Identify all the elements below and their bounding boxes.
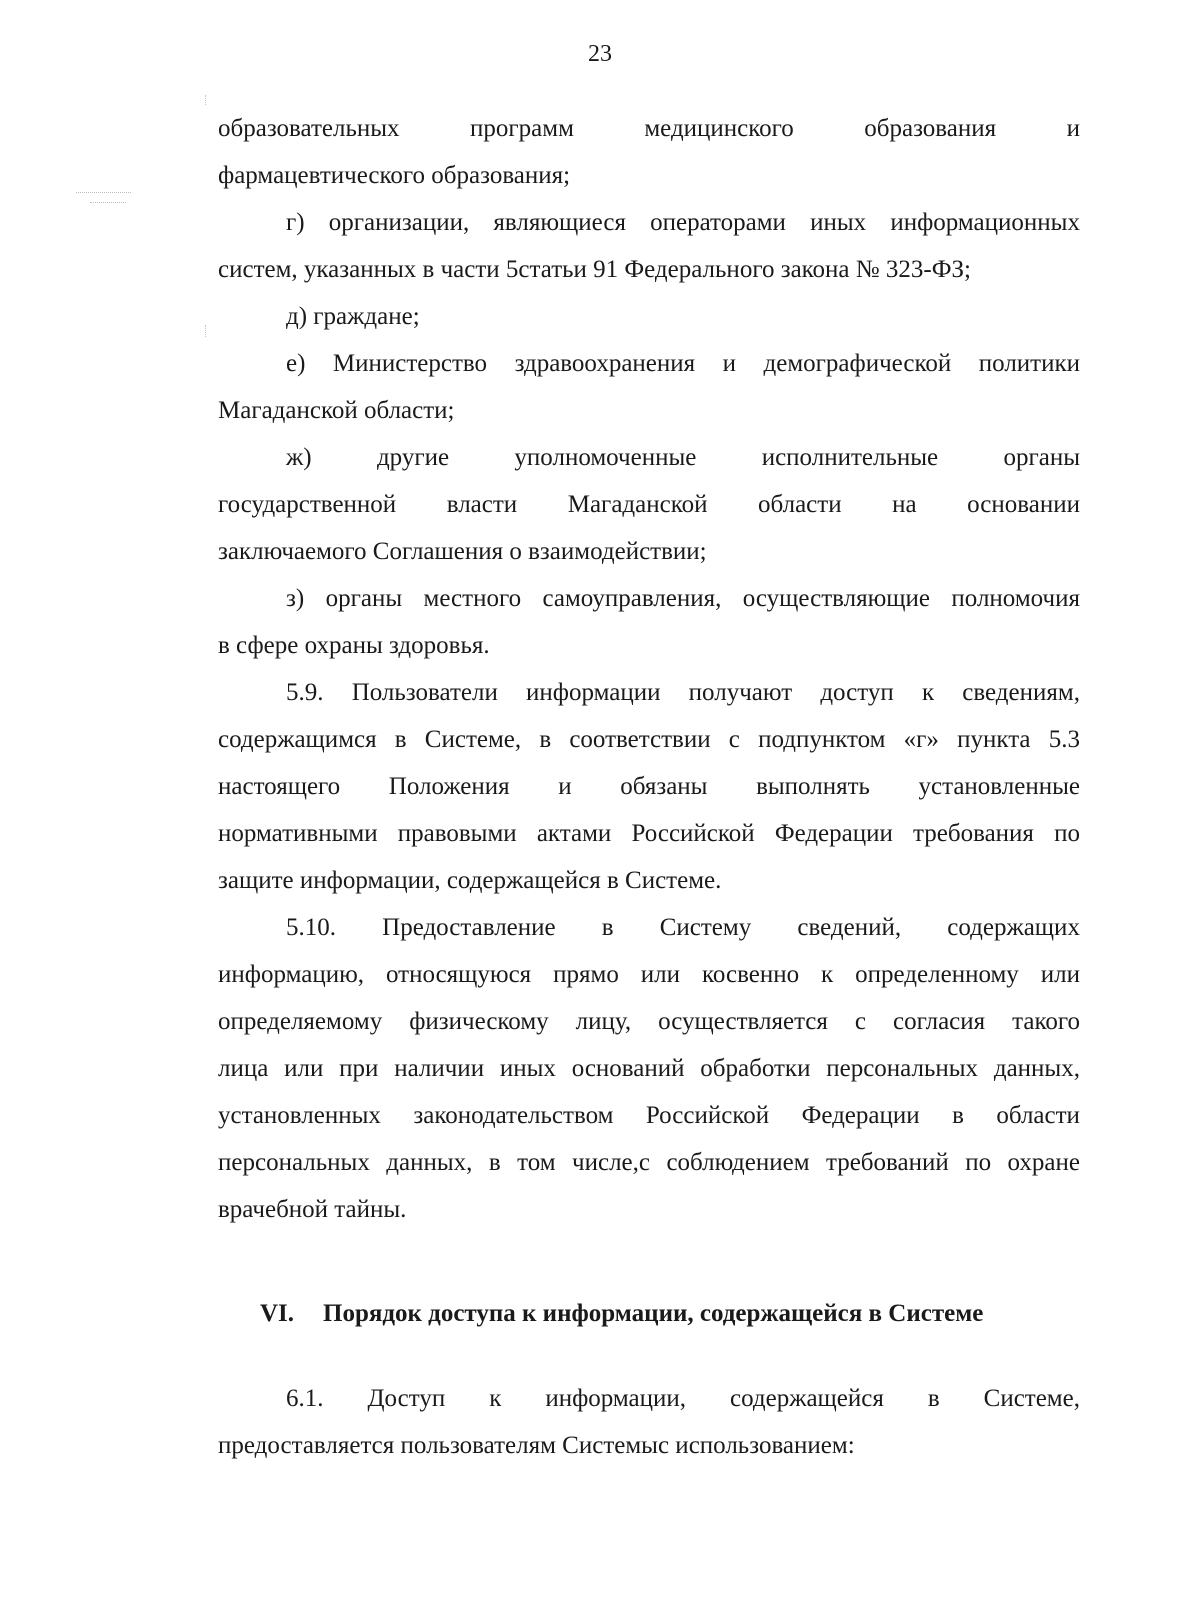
word: оснований	[571, 1055, 685, 1082]
word: числе,с	[572, 1149, 650, 1176]
word: полномочия	[951, 585, 1080, 612]
word: относящуюся	[385, 961, 532, 988]
paragraph-5-9	[218, 669, 1080, 904]
word: исполнительные	[761, 444, 939, 471]
word: образования	[864, 115, 997, 142]
word: и	[1066, 115, 1080, 142]
word: установленных	[218, 1102, 381, 1129]
word: настоящего	[218, 773, 341, 800]
text-line	[218, 669, 1080, 716]
word: получают	[688, 679, 793, 706]
paragraph-continuation	[218, 105, 1080, 199]
word: Министерство	[332, 350, 488, 377]
text-line: заключаемого Соглашения о взаимодействии;	[218, 538, 707, 565]
word: осуществляющие	[742, 585, 931, 612]
word: персональных	[218, 1149, 370, 1176]
paragraph-item-e	[218, 340, 1080, 434]
word: к	[821, 961, 834, 988]
scan-artifact	[90, 202, 126, 204]
word: соблюдением	[666, 1149, 810, 1176]
word: том	[517, 1149, 556, 1176]
word: обработки	[700, 1055, 811, 1082]
word: информации	[526, 679, 661, 706]
word: установленные	[918, 773, 1080, 800]
word: в	[539, 726, 552, 753]
word: органы	[325, 585, 403, 612]
word: органы	[1003, 444, 1080, 471]
word: Положения	[388, 773, 510, 800]
word: Пользователи	[351, 679, 498, 706]
word: области	[758, 491, 842, 518]
word: к	[489, 1385, 502, 1412]
word: с	[854, 1008, 867, 1035]
text-line: врачебной тайны.	[218, 1196, 407, 1223]
word: согласия	[893, 1008, 986, 1035]
text-line	[218, 575, 1080, 622]
scan-artifact	[205, 325, 207, 337]
word: в	[394, 726, 407, 753]
word: местного	[423, 585, 522, 612]
word: образовательных	[218, 115, 400, 142]
word: данных,	[993, 1055, 1080, 1082]
word: «г»	[903, 726, 939, 753]
word: к	[921, 679, 935, 706]
word: в	[952, 1102, 964, 1129]
section-number: VI.	[260, 1300, 295, 1327]
word: лицу,	[575, 1008, 632, 1035]
text-line	[218, 1139, 1080, 1186]
word: осуществляется	[658, 1008, 828, 1035]
word: лица	[218, 1055, 269, 1082]
word: персональных	[826, 1055, 979, 1082]
word: содержащейся	[730, 1385, 884, 1412]
text-line	[218, 810, 1080, 857]
word: физическому	[409, 1008, 549, 1035]
word: сведениям,	[962, 679, 1080, 706]
word: и	[722, 350, 737, 377]
word: требований	[825, 1149, 949, 1176]
word: в	[927, 1385, 940, 1412]
text-line	[218, 951, 1080, 998]
word: требования	[913, 820, 1034, 847]
text-line	[218, 1045, 1080, 1092]
word: сведений,	[797, 914, 902, 941]
word: актами	[536, 820, 612, 847]
text-line	[218, 1092, 1080, 1139]
word: Системе,	[424, 726, 522, 753]
word: определяемому	[218, 1008, 383, 1035]
word: государственной	[218, 491, 397, 518]
text-line: систем, указанных в части 5статьи 91 Федерального закона № 323-ФЗ;	[218, 256, 971, 283]
word: являющиеся	[493, 209, 626, 236]
section-title: Порядок доступа к информации, содержащейся в Системе	[323, 1300, 984, 1327]
word: информацию,	[218, 961, 365, 988]
word: Доступ	[367, 1385, 446, 1412]
word: соответствии	[569, 726, 711, 753]
word: пункта	[957, 726, 1031, 753]
word: правовыми	[397, 820, 517, 847]
word: Системе,	[983, 1385, 1080, 1412]
word: или	[1040, 961, 1080, 988]
word: нормативными	[218, 820, 378, 847]
text-line	[218, 199, 1080, 246]
document-body	[218, 105, 1080, 1469]
word: демографической	[763, 350, 952, 377]
text-line	[218, 716, 1080, 763]
word: охране	[1007, 1149, 1080, 1176]
word: Магаданской	[567, 491, 708, 518]
word: или	[284, 1055, 324, 1082]
word: прямо	[553, 961, 619, 988]
word: Федерации	[774, 820, 893, 847]
word: на	[892, 491, 917, 518]
word: программ	[470, 115, 574, 142]
word: другие	[376, 444, 450, 471]
text-line: фармацевтического образования;	[218, 162, 571, 189]
text-line	[218, 763, 1080, 810]
word: е)	[286, 350, 306, 377]
text-line: в сфере охраны здоровья.	[218, 632, 490, 659]
paragraph-item-d	[218, 293, 1080, 340]
word: данных,	[386, 1149, 473, 1176]
word: выполнять	[756, 773, 870, 800]
word: или	[640, 961, 681, 988]
paragraph-item-g	[218, 199, 1080, 293]
word: операторами	[650, 209, 786, 236]
word: обязаны	[620, 773, 708, 800]
word: наличии	[394, 1055, 485, 1082]
paragraph-item-zh	[218, 434, 1080, 575]
word: Предоставление	[382, 914, 556, 941]
word: 6.1.	[286, 1385, 324, 1412]
word: подпунктом	[758, 726, 886, 753]
word: в	[488, 1149, 501, 1176]
word: ж)	[286, 444, 312, 471]
text-line	[218, 105, 1080, 152]
word: основании	[967, 491, 1080, 518]
page-number: 23	[588, 41, 612, 67]
word: медицинского	[644, 115, 794, 142]
text-line: д) граждане;	[286, 303, 420, 330]
word: Систему	[659, 914, 752, 941]
text-line: Магаданской области;	[218, 397, 455, 424]
word: Российской	[645, 1102, 770, 1129]
text-line	[218, 434, 1080, 481]
paragraph-6-1	[218, 1375, 1080, 1469]
word: косвенно	[701, 961, 800, 988]
text-line	[218, 481, 1080, 528]
word: иных	[810, 209, 867, 236]
scan-artifact	[205, 95, 207, 105]
word: по	[1054, 820, 1080, 847]
paragraph-5-10	[218, 904, 1080, 1233]
scan-artifact	[76, 192, 131, 194]
word: содержащих	[947, 914, 1080, 941]
word: з)	[286, 585, 305, 612]
word: по	[965, 1149, 992, 1176]
word: и	[558, 773, 572, 800]
text-line: предоставляется пользователям Системыс использованием:	[218, 1432, 855, 1459]
word: в	[601, 914, 614, 941]
word: содержащимся	[218, 726, 377, 753]
word: г)	[286, 209, 305, 236]
section-heading	[218, 1290, 1080, 1337]
word: информационных	[890, 209, 1080, 236]
word: организации,	[328, 209, 470, 236]
text-line	[218, 340, 1080, 387]
word: власти	[446, 491, 518, 518]
word: 5.9.	[286, 679, 324, 706]
text-line	[218, 998, 1080, 1045]
word: определенному	[855, 961, 1019, 988]
word: законодательством	[413, 1102, 614, 1129]
word: 5.3	[1048, 726, 1080, 753]
text-line: защите информации, содержащейся в Системе.	[218, 867, 722, 894]
word: уполномоченные	[514, 444, 697, 471]
word: здравоохранения	[514, 350, 696, 377]
word: информации,	[545, 1385, 687, 1412]
word: самоуправления,	[542, 585, 722, 612]
word: области	[996, 1102, 1080, 1129]
word: такого	[1012, 1008, 1080, 1035]
word: иных	[499, 1055, 556, 1082]
word: 5.10.	[286, 914, 336, 941]
word: с	[728, 726, 740, 753]
paragraph-item-z	[218, 575, 1080, 669]
word: политики	[978, 350, 1080, 377]
text-line	[218, 1375, 1080, 1422]
word: доступ	[820, 679, 894, 706]
word: при	[339, 1055, 379, 1082]
text-line	[218, 904, 1080, 951]
word: Российской	[631, 820, 755, 847]
word: Федерации	[801, 1102, 920, 1129]
